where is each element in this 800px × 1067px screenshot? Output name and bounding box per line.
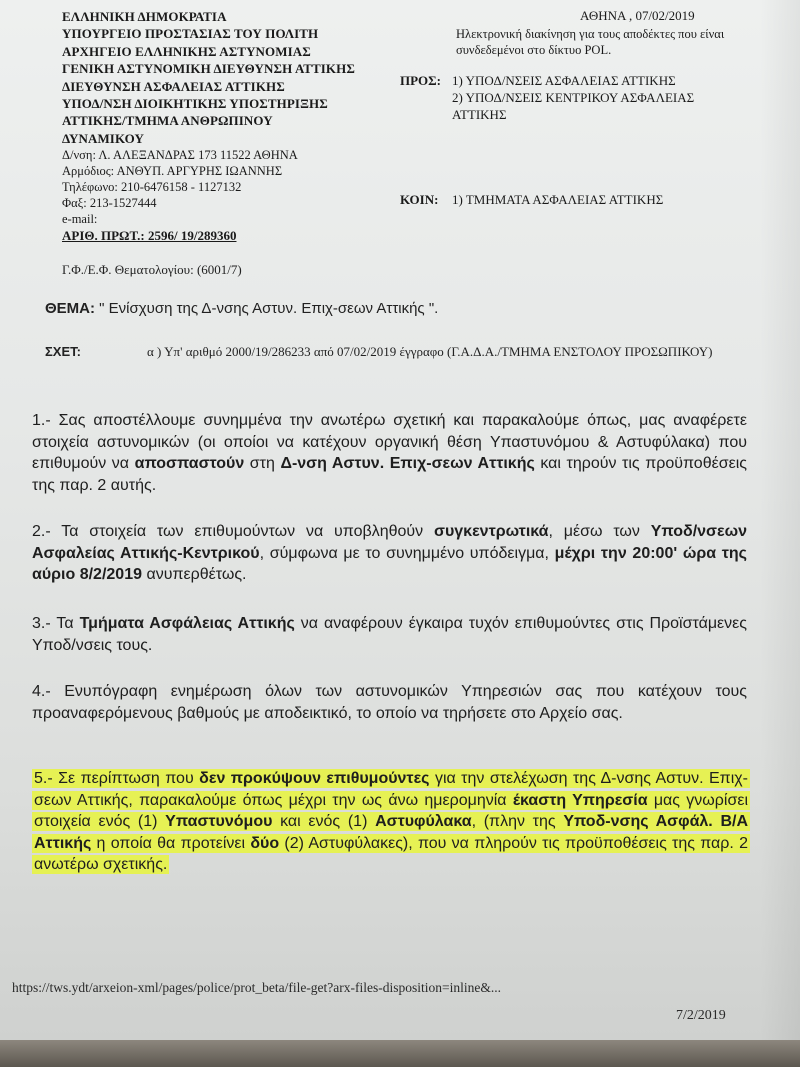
issuer-line: ΓΕΝΙΚΗ ΑΣΤΥΝΟΜΙΚΗ ΔΙΕΥΘΥΝΣΗ ΑΤΤΙΚΗΣ bbox=[62, 61, 355, 77]
p4-text: 4.- Ενυπόγραφη ενημέρωση όλων των αστυνομικών Υπηρεσιών σας που κατέχουν τους προαναφερόμενους βαθμούς με αποδεικτικό, το οποίο να τηρήσετε στο Αρχείο σας. bbox=[32, 683, 747, 722]
document-date: ΑΘΗΝΑ , 07/02/2019 bbox=[580, 8, 695, 23]
p5-text: για την στελέχωση της Δ-νσης Αστυν. Επιχ-σεων Αττικής, παρακαλούμε όπως μέχρι την ως άνω ημερομηνία bbox=[34, 770, 749, 809]
recipients-to bbox=[400, 72, 760, 123]
p5-text: μας γνωρίσει στοιχεία ενός (1) bbox=[34, 791, 749, 830]
issuer-line: ΑΤΤΙΚΗΣ/ΤΜΗΜΑ ΑΝΘΡΩΠΙΝΟΥ bbox=[62, 113, 273, 129]
page-shadow bbox=[760, 0, 800, 1040]
p1-text: και τηρούν τις προϋποθέσεις της παρ. 2 αυτής. bbox=[32, 455, 747, 494]
p5-text: 5.- Σε περίπτωση που bbox=[34, 770, 200, 787]
p2-text: , σύμφωνα με το συνημμένο υπόδειγμα, bbox=[259, 544, 555, 562]
to-recipient: ΑΤΤΙΚΗΣ bbox=[452, 107, 507, 122]
issuer-line: ΥΠΟΥΡΓΕΙΟ ΠΡΟΣΤΑΣΙΑΣ ΤΟΥ ΠΟΛΙΤΗ bbox=[62, 26, 319, 42]
issuer-phone: Τηλέφωνο: 210-6476158 - 1127132 bbox=[62, 180, 242, 195]
p5-bold: έκαστη Υπηρεσία bbox=[512, 791, 648, 809]
p5-text: (2) Αστυφύλακες), που να πληρούν τις προϋποθέσεις της παρ. 2 ανωτέρω σχετικής. bbox=[34, 834, 749, 873]
p5-bold: δεν προκύψουν επιθυμούντες bbox=[199, 770, 430, 787]
paragraph-5-highlighted bbox=[32, 768, 750, 876]
recipients-cc bbox=[400, 192, 663, 208]
highlight bbox=[32, 769, 750, 874]
p5-bold: δύο bbox=[250, 834, 280, 852]
p5-bold: Αστυφύλακα bbox=[375, 813, 472, 830]
reference-label: ΣΧΕΤ: bbox=[45, 344, 81, 359]
p1-bold: Δ-νση Αστυν. Επιχ-σεων Αττικής bbox=[280, 455, 535, 472]
issuer-address: Δ/νση: Λ. ΑΛΕΞΑΝΔΡΑΣ 173 11522 ΑΘΗΝΑ bbox=[62, 148, 298, 163]
p3-text: να αναφέρουν έγκαιρα τυχόν επιθυμούντες στις Προϊστάμενες Υποδ/νσεις τους. bbox=[32, 615, 748, 654]
paragraph-2 bbox=[32, 521, 747, 586]
issuer-line: ΔΥΝΑΜΙΚΟΥ bbox=[62, 130, 144, 146]
p3-text: 3.- Τα bbox=[32, 615, 80, 632]
footer-date: 7/2/2019 bbox=[676, 1008, 726, 1023]
issuer-block bbox=[62, 8, 402, 245]
issuer-line: ΔΙΕΥΘΥΝΣΗ ΑΣΦΑΛΕΙΑΣ ΑΤΤΙΚΗΣ bbox=[62, 78, 285, 94]
footer-url: https://tws.ydt/arxeion-xml/pages/police/prot_beta/file-get?arx-files-disposition=inline&... bbox=[12, 980, 502, 995]
distribution-note: Ηλεκτρονική διακίνηση για τους αποδέκτες που είναι συνδεδεμένοι στο δίκτυο POL. bbox=[456, 27, 725, 57]
p2-text: ανυπερθέτως. bbox=[142, 566, 247, 583]
issuer-fax: Φαξ: 213-1527444 bbox=[62, 196, 157, 211]
paragraph-3 bbox=[32, 613, 747, 656]
p2-bold: συγκεντρωτικά bbox=[434, 523, 549, 540]
to-label: ΠΡΟΣ: bbox=[400, 73, 441, 88]
issuer-line: ΕΛΛΗΝΙΚΗ ΔΗΜΟΚΡΑΤΙΑ bbox=[62, 9, 227, 24]
p5-bold: Υποδ-νσης Ασφάλ. Β/Α Αττικής bbox=[34, 813, 749, 852]
subject bbox=[45, 300, 438, 317]
to-recipient: 1) ΥΠΟΔ/ΝΣΕΙΣ ΑΣΦΑΛΕΙΑΣ ΑΤΤΙΚΗΣ bbox=[452, 73, 676, 88]
p2-bold: Υποδ/νσεων Ασφαλείας Αττικής-Κεντρικού bbox=[32, 523, 747, 562]
p2-text: , μέσω των bbox=[548, 523, 651, 540]
subject-text: " Ενίσχυση της Δ-νσης Αστυν. Επιχ-σεων Αττικής ". bbox=[95, 300, 439, 317]
issuer-line: ΥΠΟΔ/ΝΣΗ ΔΙΟΙΚΗΤΙΚΗΣ ΥΠΟΣΤΗΡΙΞΗΣ bbox=[62, 96, 328, 112]
reference-text: α ) Υπ' αριθμό 2000/19/286233 από 07/02/2019 έγγραφο (Γ.Α.Δ.Α./ΤΜΗΜΑ ΕΝΣΤΟΛΟΥ ΠΡΟΣΩΠΙΚΟΥ) bbox=[147, 344, 713, 359]
paragraph-4 bbox=[32, 681, 747, 724]
p2-bold: μέχρι την 20:00' ώρα της αύριο 8/2/2019 bbox=[32, 544, 748, 583]
cc-recipient: 1) ΤΜΗΜΑΤΑ ΑΣΦΑΛΕΙΑΣ ΑΤΤΙΚΗΣ bbox=[452, 192, 664, 207]
protocol-number: ΑΡΙΘ. ΠΡΩΤ.: 2596/ 19/289360 bbox=[62, 228, 237, 244]
p5-text: η οποία θα προτείνει bbox=[91, 834, 251, 852]
file-reference: Γ.Φ./Ε.Φ. Θεματολογίου: (6001/7) bbox=[62, 262, 242, 277]
to-recipient: 2) ΥΠΟΔ/ΝΣΕΙΣ ΚΕΝΤΡΙΚΟΥ ΑΣΦΑΛΕΙΑΣ bbox=[452, 90, 695, 105]
issuer-email: e-mail: bbox=[62, 212, 98, 227]
p5-text: , (πλην της bbox=[471, 813, 564, 830]
issuer-line: ΑΡΧΗΓΕΙΟ ΕΛΛΗΝΙΚΗΣ ΑΣΤΥΝΟΜΙΑΣ bbox=[62, 43, 311, 59]
p1-bold: αποσπαστούν bbox=[134, 455, 245, 472]
cc-label: ΚΟΙΝ: bbox=[400, 192, 439, 207]
p1-text: στη bbox=[244, 455, 281, 472]
desk-surface bbox=[0, 1040, 800, 1067]
paragraph-1 bbox=[32, 410, 747, 496]
p3-bold: Τμήματα Ασφάλειας Αττικής bbox=[79, 615, 295, 632]
p5-text: και ενός (1) bbox=[272, 813, 376, 830]
subject-label: ΘΕΜΑ: bbox=[45, 300, 95, 317]
p2-text: 2.- Τα στοιχεία των επιθυμούντων να υποβληθούν bbox=[32, 523, 434, 540]
issuer-responsible: Αρμόδιος: ΑΝΘΥΠ. ΑΡΓΥΡΗΣ ΙΩΑΝΝΗΣ bbox=[62, 164, 283, 179]
p1-text: 1.- Σας αποστέλλουμε συνημμένα την ανωτέρω σχετική και παρακαλούμε όπως, μας αναφέρετε στοιχεία αστυνομικών (οι οποίοι να κατέχουν οργανική θέση Υπαστυνόμου & Αστυφύλακα) που επιθυμούν να bbox=[32, 412, 747, 472]
p5-bold: Υπαστυνόμου bbox=[165, 813, 273, 830]
